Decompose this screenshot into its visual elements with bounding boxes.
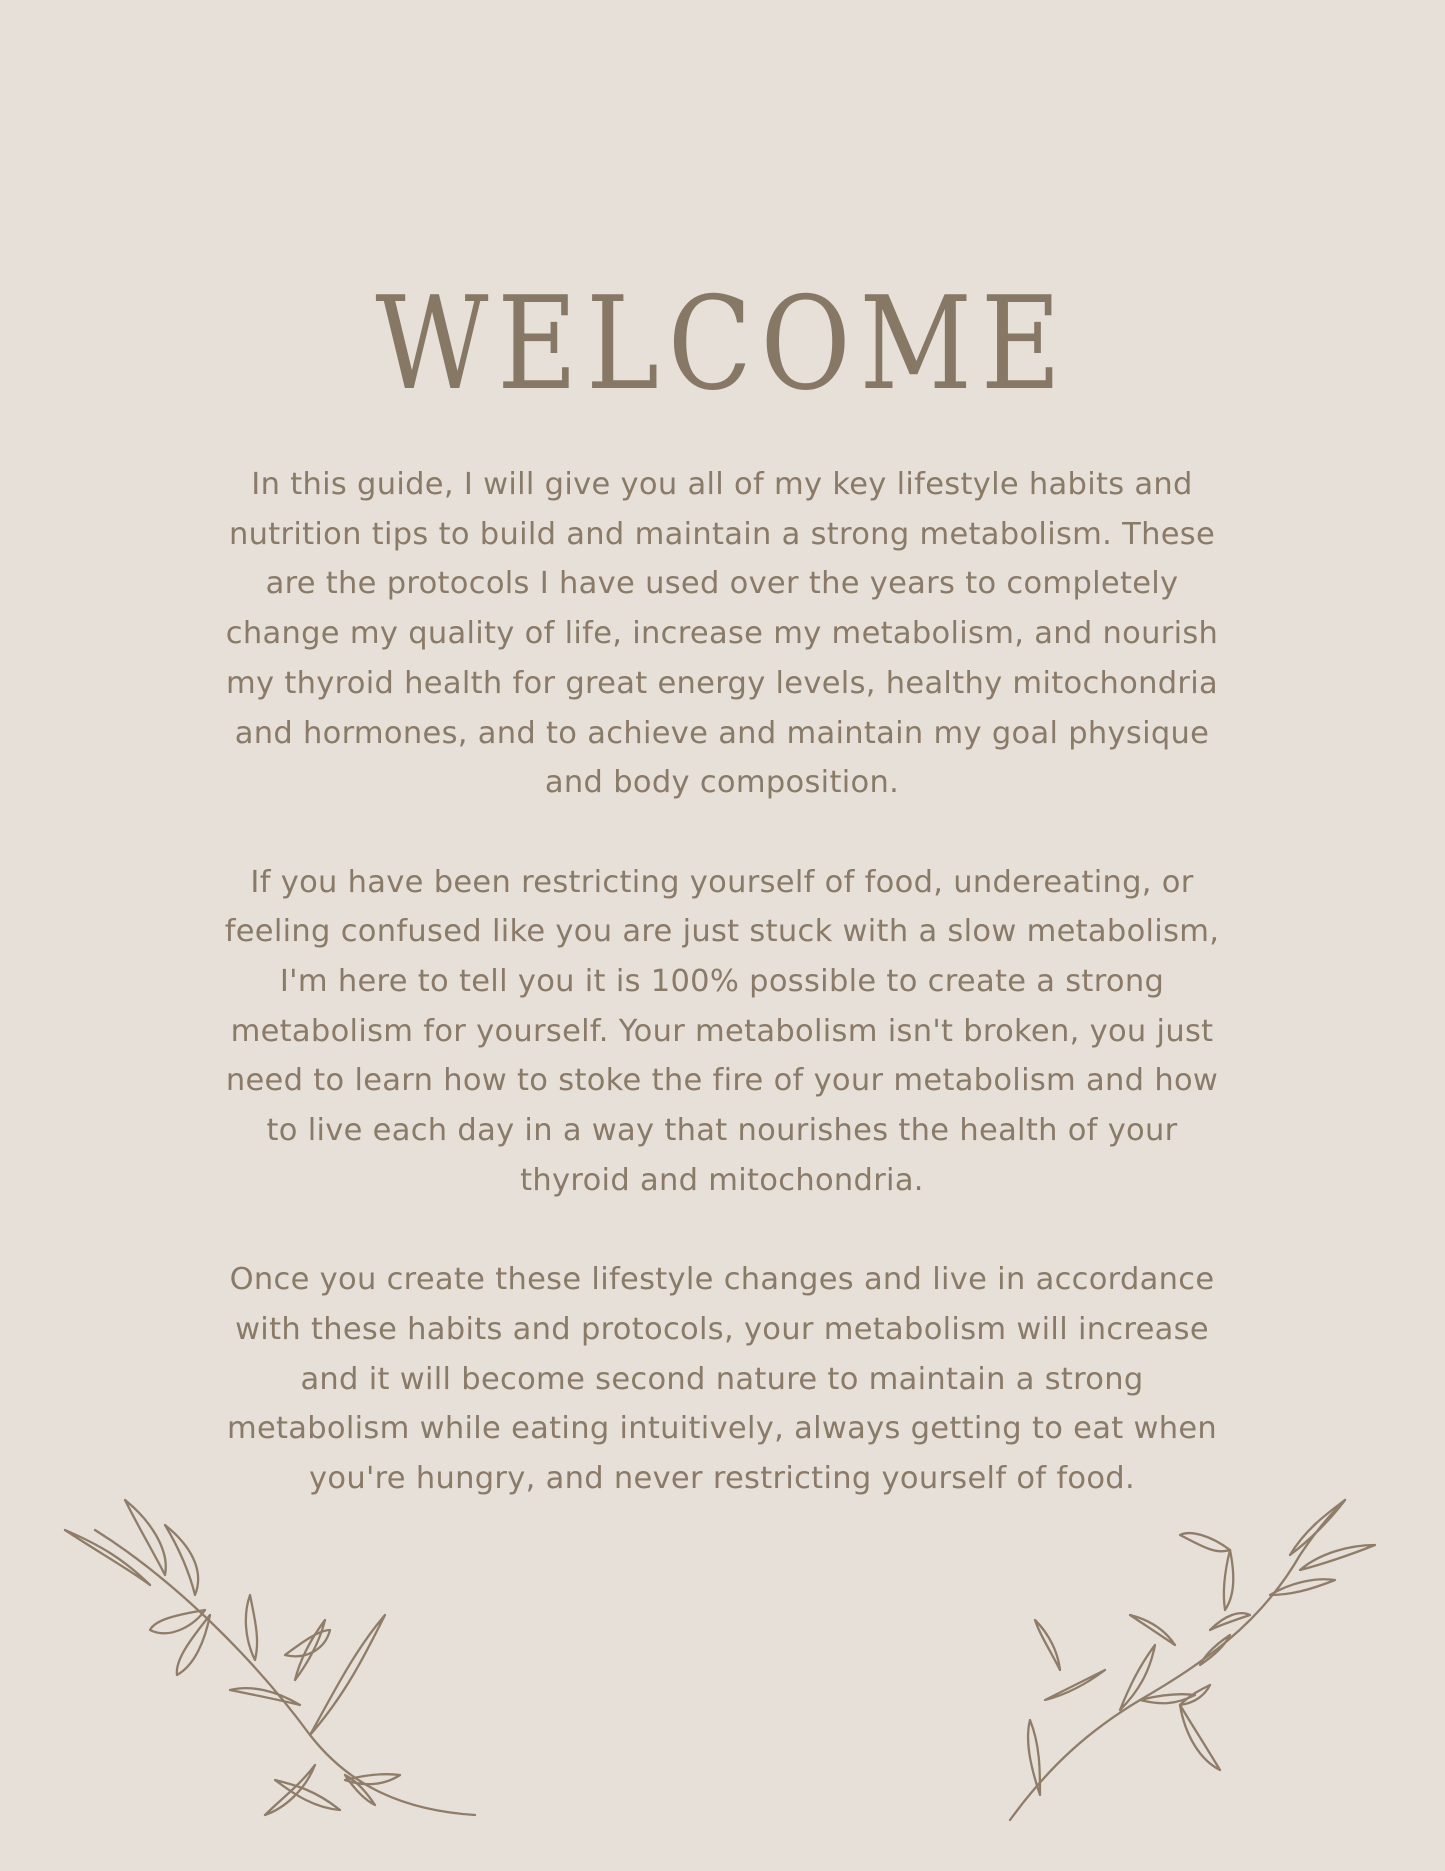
intro-paragraph-1: In this guide, I will give you all of my key lifestyle habits and nutrition tips to build and maintain a strong metabolism. These are the protocols I have used over the years to completely change my quality of life, increase my metabolism, and nourish my thyroid health for great energy levels, healthy mitochondria and hormones, and to achieve and maintain my goal physique and body composition.	[225, 467, 1219, 801]
botanical-sprig-right-icon	[1000, 1495, 1380, 1825]
page-title: WELCOME	[375, 270, 1070, 419]
intro-text	[222, 460, 1222, 1553]
intro-paragraph-3: Once you create these lifestyle changes and live in accordance with these habits and protocols, your metabolism will increase and it will become second nature to maintain a strong metabolism while eating intuitively, always getting to eat when you're hungry, and never restricting yourself of food.	[226, 1262, 1218, 1497]
intro-paragraph-2: If you have been restricting yourself of food, undereating, or feeling confused like you are just stuck with a slow metabolism, I'm here to tell you it is 100% possible to create a strong metabolism for yourself. Your metabolism isn't broken, you just need to learn how to stoke the fire of your metabolism and how to live each day in a way that nourishes the health of your thyroid and mitochondria.	[224, 864, 1220, 1198]
botanical-sprig-left-icon	[55, 1490, 485, 1830]
